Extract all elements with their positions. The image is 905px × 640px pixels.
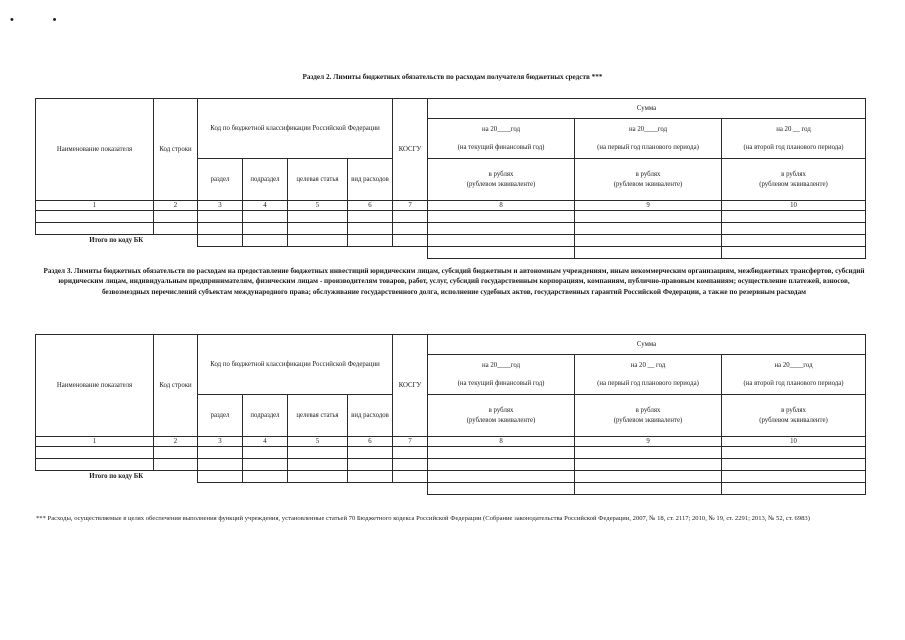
col-number: 7	[393, 201, 428, 211]
col-number: 9	[575, 201, 722, 211]
col-number: 10	[722, 437, 866, 447]
col-number: 5	[288, 201, 348, 211]
header-year-current: на 20____год (на текущий финансовый год)	[428, 119, 575, 159]
table-row	[36, 447, 866, 459]
header-target-article: целевая статья	[288, 159, 348, 201]
section-3-title: Раздел 3. Лимиты бюджетных обязательств по расходам на предоставление бюджетных инвестиций юридическим лицам, субсидий бюджетным и автономным учреждениям, иным некоммерческим организациям, межбюджетных трансфертов, субсидий юридическим лицам, индивидуальным предпринимателям, физическим лицам - производителям товаров, работ, услуг, субсидий государственным корпорациям, компаниям, публично-правовым компаниям; осуществление платежей, взносов, безвозмездных перечислений субъектам международного права; обслуживание государственного долга, исполнение судебных актов, государственных гарантий Российской Федерации, а также по резервным расходам	[43, 267, 865, 296]
col-number: 2	[154, 201, 198, 211]
header-indicator: Наименование показателя	[36, 335, 154, 437]
total-sum-row	[36, 483, 866, 495]
header-rub-first: в рублях (рублевом эквиваленте)	[575, 159, 722, 201]
header-sum: Сумма	[428, 99, 866, 119]
header-year-second: на 20____год (на второй год планового периода)	[722, 355, 866, 395]
header-classification: Код по бюджетной классификации Российской Федерации	[198, 99, 393, 159]
header-year-first: на 20____год (на первый год планового периода)	[575, 119, 722, 159]
header-rub-second: в рублях (рублевом эквиваленте)	[722, 395, 866, 437]
header-section: раздел	[198, 159, 243, 201]
col-number: 6	[348, 201, 393, 211]
header-expense-type: вид расходов	[348, 395, 393, 437]
col-number: 10	[722, 201, 866, 211]
header-year-current: на 20____год (на текущий финансовый год)	[428, 355, 575, 395]
header-year-second: на 20 __ год (на второй год планового периода)	[722, 119, 866, 159]
table-row	[36, 211, 866, 223]
col-number: 7	[393, 437, 428, 447]
header-row-code: Код строки	[154, 335, 198, 437]
header-rub-second: в рублях (рублевом эквиваленте)	[722, 159, 866, 201]
header-target-article: целевая статья	[288, 395, 348, 437]
header-expense-type: вид расходов	[348, 159, 393, 201]
total-row	[36, 471, 866, 483]
header-rub-current: в рублях (рублевом эквиваленте)	[428, 159, 575, 201]
header-section: раздел	[198, 395, 243, 437]
col-number: 4	[243, 437, 288, 447]
header-year-first: на 20 __ год (на первый год планового периода)	[575, 355, 722, 395]
total-label: Итого по коду БК	[36, 471, 198, 483]
header-subsection: подраздел	[243, 159, 288, 201]
col-number: 6	[348, 437, 393, 447]
scan-corner-mark: • •	[10, 14, 75, 26]
header-kosgu: КОСГУ	[393, 335, 428, 437]
col-number: 9	[575, 437, 722, 447]
col-number: 4	[243, 201, 288, 211]
col-number: 5	[288, 437, 348, 447]
section-2-title: Раздел 2. Лимиты бюджетных обязательств по расходам получателя бюджетных средств ***	[302, 73, 603, 81]
total-sum-row	[36, 247, 866, 259]
table-row	[36, 223, 866, 235]
header-sum: Сумма	[428, 335, 866, 355]
total-row	[36, 235, 866, 247]
header-classification: Код по бюджетной классификации Российской Федерации	[198, 335, 393, 395]
col-number: 8	[428, 437, 575, 447]
header-kosgu: КОСГУ	[393, 99, 428, 201]
col-number: 8	[428, 201, 575, 211]
section-2-table	[35, 98, 866, 259]
header-indicator: Наименование показателя	[36, 99, 154, 201]
col-number: 1	[36, 201, 154, 211]
header-row-code: Код строки	[154, 99, 198, 201]
header-rub-current: в рублях (рублевом эквиваленте)	[428, 395, 575, 437]
header-rub-first: в рублях (рублевом эквиваленте)	[575, 395, 722, 437]
header-subsection: подраздел	[243, 395, 288, 437]
total-label: Итого по коду БК	[36, 235, 198, 247]
col-number: 3	[198, 201, 243, 211]
section-3-table	[35, 334, 866, 495]
col-number: 1	[36, 437, 154, 447]
column-number-row	[36, 201, 866, 211]
column-number-row	[36, 437, 866, 447]
footnote: *** Расходы, осуществляемые в целях обеспечения выполнения функций учреждения, установленные статьей 70 Бюджетного кодекса Российской Федерации (Собрание законодательства Российской Федерации, 2007, № 18, ст. 2117; 2010, № 19, ст. 2291; 2013, № 52, ст. 6983)	[36, 515, 810, 522]
col-number: 3	[198, 437, 243, 447]
table-row	[36, 459, 866, 471]
col-number: 2	[154, 437, 198, 447]
